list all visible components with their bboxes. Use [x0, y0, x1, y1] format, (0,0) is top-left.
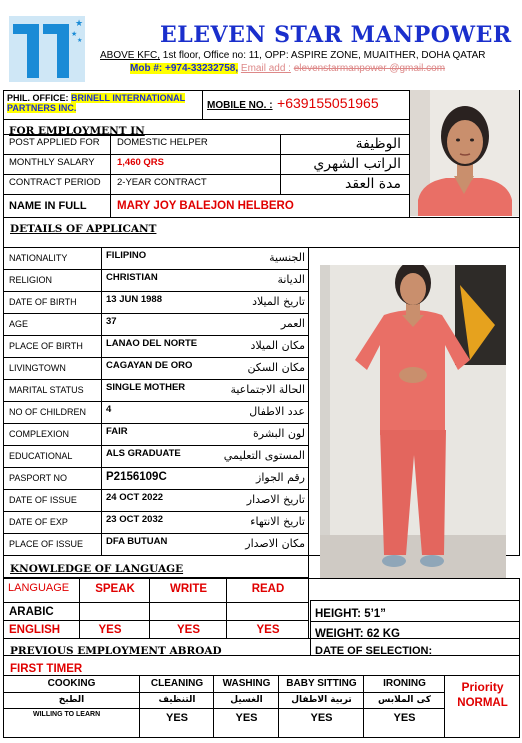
skill-header-babysitting: BABY SITTING — [286, 678, 357, 689]
applicant-value-religion: CHRISTIAN — [106, 272, 158, 283]
applicant-arabic-place-of-issue: مكان الاصدار — [245, 537, 305, 550]
applicant-value-place-of-birth: LANAO DEL NORTE — [106, 338, 198, 349]
applicant-arabic-nationality: الجنسية — [269, 251, 305, 264]
address-prefix: ABOVE KFC, — [100, 50, 161, 61]
employment-section-title-cell — [3, 120, 409, 135]
applicant-arabic-place-of-birth: مكان الميلاد — [250, 339, 305, 352]
full-body-photo — [320, 265, 506, 578]
applicant-label-educational: EDUCATIONAL — [9, 451, 73, 461]
applicant-label-date-of-birth: DATE OF BIRTH — [9, 297, 77, 307]
english-write: YES — [176, 624, 200, 636]
language-section-title: KNOWLEDGE OF LANGUAGE — [10, 563, 184, 575]
svg-text:★: ★ — [77, 38, 83, 44]
applicant-arabic-date-of-exp: تاريخ الانتهاء — [250, 515, 305, 528]
skill-arabic-cooking: الطبخ — [58, 695, 85, 705]
applicant-arabic-complexion: لون البشرة — [253, 427, 305, 440]
applicant-value-nationality: FILIPINO — [106, 250, 147, 261]
passport-photo — [409, 90, 520, 218]
applicant-value-no-of-children: 4 — [106, 404, 112, 415]
mobile-cell — [203, 90, 409, 120]
applicant-arabic-marital-status: الحالة الاجتماعية — [230, 383, 305, 396]
company-contacts — [130, 63, 445, 74]
name-label: NAME IN FULL — [9, 200, 87, 212]
language-header-read: READ — [251, 583, 285, 595]
email-address[interactable]: elevenstarmanpower @gmail.com — [293, 63, 446, 74]
phil-office-value: BRINELL INTERNATIONAL PARTNERS INC. — [7, 93, 186, 113]
skill-arabic-babysitting: تربية الاطفال — [291, 695, 352, 705]
applicant-arabic-date-of-birth: تاريخ الميلاد — [252, 295, 305, 308]
priority-value: NORMAL — [457, 697, 508, 709]
applicant-value-complexion: FAIR — [106, 426, 128, 437]
applicant-arabic-age: العمر — [280, 317, 305, 330]
applicant-arabic-pasport-no: رقم الجواز — [256, 471, 305, 484]
skill-value-ironing: YES — [393, 712, 416, 724]
applicant-label-place-of-issue: PLACE OF ISSUE — [9, 539, 84, 549]
salary-arabic: الراتب الشهري — [313, 156, 401, 172]
applicant-arabic-livingtown: مكان السكن — [247, 361, 305, 374]
employment-rows — [3, 135, 409, 195]
passport-photo-image — [410, 90, 519, 216]
contract-label: CONTRACT PERIOD — [9, 177, 101, 188]
full-body-photo-image — [320, 265, 506, 578]
applicant-value-educational: ALS GRADUATE — [106, 448, 181, 459]
logo-icon — [9, 16, 85, 82]
skill-arabic-cleaning: التنظيف — [158, 695, 196, 705]
applicant-label-pasport-no: PASPORT NO — [9, 473, 68, 483]
applicant-value-date-of-exp: 23 OCT 2032 — [106, 514, 164, 525]
language-header-write: WRITE — [169, 583, 208, 595]
company-name: ELEVEN STAR MANPOWER — [160, 22, 512, 48]
date-of-selection: DATE OF SELECTION: — [315, 645, 433, 657]
height-cell — [310, 600, 520, 621]
skills-grid — [3, 676, 520, 738]
mobile-number: Mob #: +974-33232758, — [130, 63, 239, 74]
first-timer: FIRST TIMER — [10, 663, 83, 675]
salary-value: 1,460 QRS — [117, 157, 164, 168]
skill-header-ironing: IRONING — [383, 678, 426, 689]
header — [0, 0, 522, 90]
skill-arabic-ironing: كى الملابس — [378, 695, 431, 705]
language-section-title-cell — [3, 556, 309, 578]
priority-label: Priority — [461, 680, 504, 694]
applicant-value-age: 37 — [106, 316, 117, 327]
applicant-label-place-of-birth: PLACE OF BIRTH — [9, 341, 83, 351]
skill-value-babysitting: YES — [310, 712, 333, 724]
previous-section-title: PREVIOUS EMPLOYMENT ABROAD — [10, 645, 222, 657]
language-arabic: ARABIC — [9, 606, 54, 618]
skill-arabic-washing: الغسيل — [230, 695, 263, 705]
applicant-arabic-date-of-issue: تاريخ الاصدار — [246, 493, 305, 506]
skill-header-cleaning: CLEANING — [150, 678, 204, 689]
svg-text:★: ★ — [75, 18, 84, 28]
salary-label: MONTHLY SALARY — [9, 157, 95, 168]
mobile-value: +639155051965 — [277, 95, 379, 111]
applicant-label-age: AGE — [9, 319, 29, 329]
applicant-section-title: DETAILS OF APPLICANT — [10, 223, 157, 235]
skill-value-cleaning: YES — [165, 712, 188, 724]
date-of-selection-cell — [310, 639, 520, 656]
applicant-row-divider — [3, 314, 309, 336]
weight-value: WEIGHT: 62 KG — [315, 628, 400, 640]
name-value: MARY JOY BALEJON HELBERO — [117, 200, 294, 212]
language-grid — [3, 578, 309, 639]
applicant-section-title-cell — [3, 218, 520, 248]
applicant-label-no-of-children: NO OF CHILDREN — [9, 407, 87, 417]
contract-arabic: مدة العقد — [345, 176, 401, 192]
svg-text:★: ★ — [71, 31, 78, 38]
skill-header-cooking: COOKING — [47, 678, 96, 689]
applicant-label-date-of-exp: DATE OF EXP — [9, 517, 68, 527]
company-logo — [9, 16, 85, 82]
phil-office-cell — [3, 90, 203, 120]
company-address — [100, 50, 485, 61]
post-arabic: الوظيفة — [355, 136, 401, 152]
applicant-rows — [3, 248, 309, 556]
phil-office-label: PHIL. OFFICE: — [7, 93, 69, 103]
english-read: YES — [256, 624, 280, 636]
applicant-label-complexion: COMPLEXION — [9, 429, 70, 439]
applicant-label-livingtown: LIVINGTOWN — [9, 363, 66, 373]
skill-value-cooking: WILLING TO LEARN — [33, 711, 101, 718]
contract-value: 2-YEAR CONTRACT — [117, 177, 207, 188]
mobile-label: MOBILE NO. : — [207, 100, 273, 111]
applicant-value-livingtown: CAGAYAN DE ORO — [106, 360, 193, 371]
name-row — [3, 195, 409, 218]
height-value: HEIGHT: 5’1” — [315, 608, 386, 620]
employment-section-title: FOR EMPLOYMENT IN — [9, 125, 145, 137]
address-rest: 1st floor, Office no: 11, OPP: ASPIRE ZONE, MUAITHER, DOHA QATAR — [162, 50, 486, 61]
applicant-label-religion: RELIGION — [9, 275, 53, 285]
post-label: POST APPLIED FOR — [9, 137, 100, 148]
english-speak: YES — [98, 624, 122, 636]
applicant-value-date-of-birth: 13 JUN 1988 — [106, 294, 162, 305]
applicant-label-marital-status: MARITAL STATUS — [9, 385, 84, 395]
applicant-arabic-no-of-children: عدد الاطفال — [249, 405, 305, 418]
applicant-value-place-of-issue: DFA BUTUAN — [106, 536, 168, 547]
post-value: DOMESTIC HELPER — [117, 137, 208, 148]
skill-value-washing: YES — [235, 712, 258, 724]
applicant-value-marital-status: SINGLE MOTHER — [106, 382, 186, 393]
applicant-arabic-religion: الديانة — [277, 273, 305, 286]
language-header-language: LANGUAGE — [8, 582, 70, 594]
applicant-value-date-of-issue: 24 OCT 2022 — [106, 492, 164, 503]
weight-cell — [310, 621, 520, 639]
applicant-label-nationality: NATIONALITY — [9, 253, 68, 263]
applicant-label-date-of-issue: DATE OF ISSUE — [9, 495, 77, 505]
language-english: ENGLISH — [9, 624, 61, 636]
email-label: Email add : — [240, 63, 291, 74]
skill-header-washing: WASHING — [222, 678, 271, 689]
language-header-speak: SPEAK — [95, 583, 135, 595]
applicant-arabic-educational: المستوى التعليمي — [223, 449, 305, 462]
first-timer-cell — [3, 656, 520, 676]
applicant-value-pasport-no: P2156109C — [106, 471, 167, 483]
